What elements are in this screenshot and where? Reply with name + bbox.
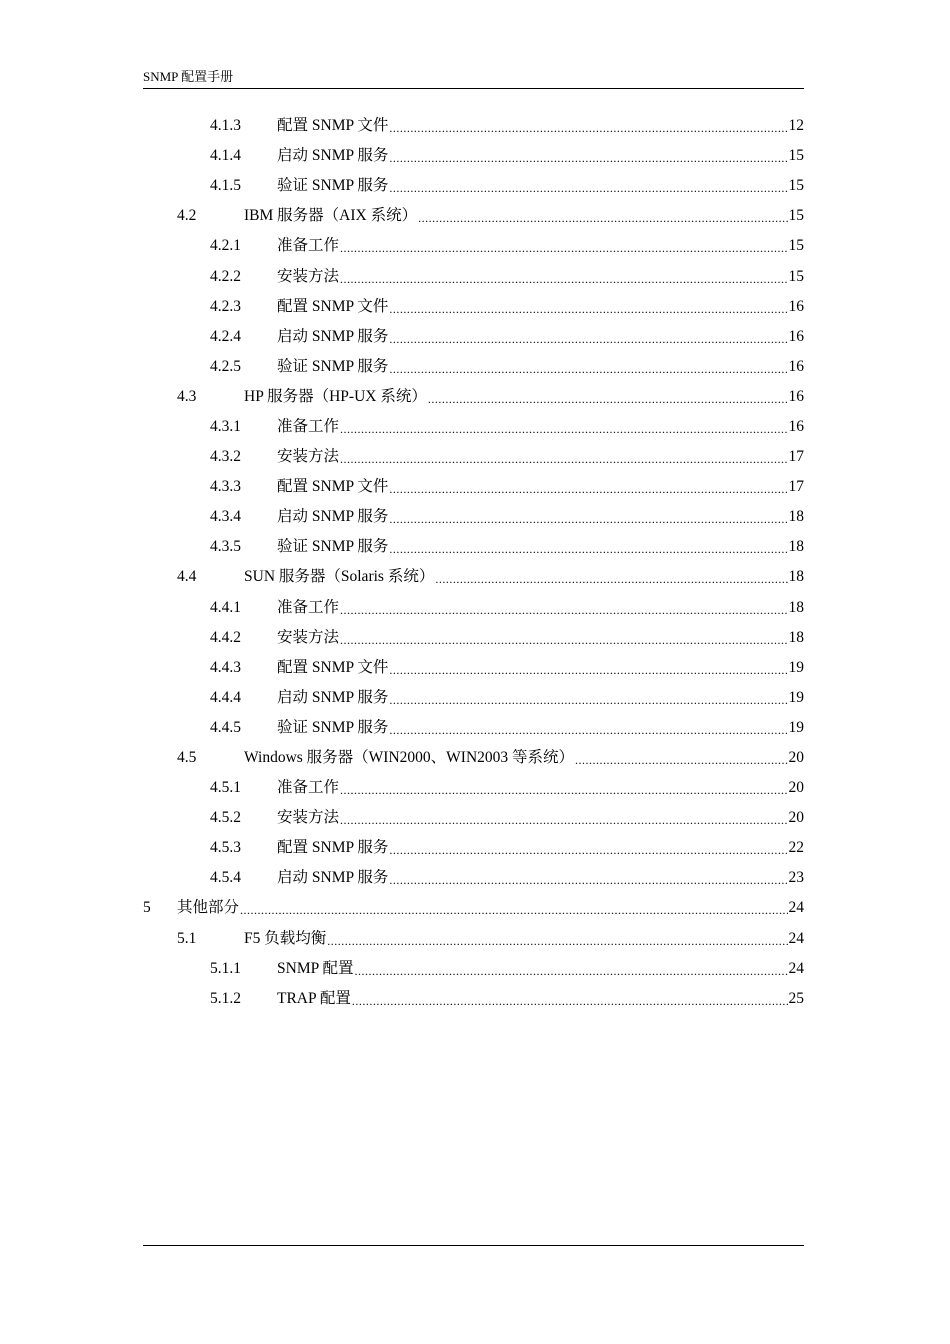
toc-entry-number: 4.5 xyxy=(177,749,197,767)
toc-dot-leader xyxy=(389,508,787,526)
toc-entry-page-number: 15 xyxy=(788,147,804,165)
toc-entry-page-number: 16 xyxy=(788,297,804,315)
toc-entry-number: 4.4.4 xyxy=(210,688,241,706)
toc-dot-leader xyxy=(435,568,787,586)
toc-entry[interactable] xyxy=(143,833,804,863)
toc-entry-page-number: 24 xyxy=(788,899,804,917)
toc-entry-number: 5.1 xyxy=(177,929,197,947)
toc-entry-title: 配置 SNMP 文件 xyxy=(277,478,389,496)
table-of-contents xyxy=(143,111,804,1014)
toc-entry[interactable] xyxy=(143,954,804,984)
toc-entry-number: 5 xyxy=(143,899,151,917)
toc-entry[interactable] xyxy=(143,472,804,502)
toc-entry[interactable] xyxy=(143,924,804,954)
toc-entry-title: 启动 SNMP 服务 xyxy=(277,147,389,165)
toc-entry-title: SUN 服务器（Solaris 系统） xyxy=(244,568,435,586)
toc-entry-page-number: 22 xyxy=(788,839,804,857)
toc-entry-title: 启动 SNMP 服务 xyxy=(277,869,389,887)
toc-entry-title: 准备工作 xyxy=(277,598,340,616)
toc-entry-page-number: 24 xyxy=(788,929,804,947)
toc-dot-leader xyxy=(389,328,787,346)
toc-entry-number: 4.5.3 xyxy=(210,839,241,857)
toc-entry-number: 4.5.1 xyxy=(210,779,241,797)
toc-entry-title: 安装方法 xyxy=(277,628,340,646)
toc-entry[interactable] xyxy=(143,231,804,261)
toc-entry-number: 4.4 xyxy=(177,568,197,586)
toc-entry[interactable] xyxy=(143,412,804,442)
toc-dot-leader xyxy=(389,117,787,135)
toc-entry-title: 准备工作 xyxy=(277,779,340,797)
toc-entry-number: 4.2.5 xyxy=(210,357,241,375)
toc-entry-number: 4.2 xyxy=(177,207,197,225)
toc-entry-number: 4.1.4 xyxy=(210,147,241,165)
toc-entry[interactable] xyxy=(143,261,804,291)
toc-entry-page-number: 18 xyxy=(788,538,804,556)
toc-dot-leader xyxy=(240,899,787,917)
toc-entry-title: Windows 服务器（WIN2000、WIN2003 等系统） xyxy=(244,749,575,767)
toc-entry[interactable] xyxy=(143,984,804,1014)
toc-entry-number: 5.1.1 xyxy=(210,959,241,977)
toc-dot-leader xyxy=(355,960,788,978)
toc-entry-title: 配置 SNMP 服务 xyxy=(277,839,389,857)
toc-entry[interactable] xyxy=(143,773,804,803)
toc-entry-title: 验证 SNMP 服务 xyxy=(277,718,389,736)
toc-dot-leader xyxy=(340,629,787,647)
toc-entry[interactable] xyxy=(143,893,804,923)
toc-dot-leader xyxy=(352,990,788,1008)
toc-dot-leader xyxy=(389,659,787,677)
toc-entry[interactable] xyxy=(143,713,804,743)
toc-entry-title: 验证 SNMP 服务 xyxy=(277,177,389,195)
toc-dot-leader xyxy=(389,538,787,556)
toc-entry[interactable] xyxy=(143,442,804,472)
toc-entry-title: 准备工作 xyxy=(277,417,340,435)
toc-dot-leader xyxy=(340,268,787,286)
toc-entry[interactable] xyxy=(143,593,804,623)
toc-entry-page-number: 19 xyxy=(788,718,804,736)
toc-entry-number: 4.4.1 xyxy=(210,598,241,616)
toc-entry[interactable] xyxy=(143,623,804,653)
toc-entry-number: 4.2.2 xyxy=(210,267,241,285)
toc-dot-leader xyxy=(389,177,787,195)
toc-entry-page-number: 15 xyxy=(788,177,804,195)
toc-entry-page-number: 18 xyxy=(788,628,804,646)
toc-dot-leader xyxy=(389,719,787,737)
toc-dot-leader xyxy=(389,869,787,887)
toc-entry-title: 安装方法 xyxy=(277,448,340,466)
toc-entry-number: 4.3 xyxy=(177,387,197,405)
toc-entry-number: 4.4.3 xyxy=(210,658,241,676)
toc-dot-leader xyxy=(575,749,787,767)
toc-entry-page-number: 25 xyxy=(788,989,804,1007)
toc-dot-leader xyxy=(418,207,787,225)
toc-entry-page-number: 15 xyxy=(788,267,804,285)
toc-entry[interactable] xyxy=(143,562,804,592)
toc-entry-title: F5 负载均衡 xyxy=(244,929,327,947)
toc-entry-number: 4.3.2 xyxy=(210,448,241,466)
toc-entry-title: 配置 SNMP 文件 xyxy=(277,658,389,676)
toc-entry[interactable] xyxy=(143,803,804,833)
toc-entry-number: 4.4.5 xyxy=(210,718,241,736)
toc-entry-page-number: 20 xyxy=(788,749,804,767)
toc-entry-number: 4.3.4 xyxy=(210,508,241,526)
toc-entry-number: 4.3.1 xyxy=(210,417,241,435)
toc-entry-page-number: 18 xyxy=(788,508,804,526)
toc-dot-leader xyxy=(389,147,787,165)
toc-entry-number: 4.2.4 xyxy=(210,327,241,345)
toc-entry-page-number: 15 xyxy=(788,237,804,255)
toc-entry-page-number: 16 xyxy=(788,327,804,345)
toc-entry-page-number: 17 xyxy=(788,448,804,466)
toc-dot-leader xyxy=(389,358,787,376)
toc-entry[interactable] xyxy=(143,683,804,713)
toc-entry-title: 配置 SNMP 文件 xyxy=(277,117,389,135)
toc-dot-leader xyxy=(340,237,787,255)
footer-divider xyxy=(143,1245,804,1246)
toc-entry[interactable] xyxy=(143,292,804,322)
toc-entry-page-number: 20 xyxy=(788,809,804,827)
toc-entry-number: 4.4.2 xyxy=(210,628,241,646)
toc-entry[interactable] xyxy=(143,743,804,773)
toc-dot-leader xyxy=(340,779,787,797)
toc-dot-leader xyxy=(389,839,787,857)
toc-entry-number: 4.3.3 xyxy=(210,478,241,496)
toc-entry-title: IBM 服务器（AIX 系统） xyxy=(244,207,418,225)
toc-entry-page-number: 19 xyxy=(788,658,804,676)
toc-entry-page-number: 16 xyxy=(788,357,804,375)
toc-entry[interactable] xyxy=(143,141,804,171)
toc-entry-page-number: 16 xyxy=(788,417,804,435)
toc-entry[interactable] xyxy=(143,111,804,141)
toc-entry-number: 4.1.5 xyxy=(210,177,241,195)
page-header xyxy=(143,68,804,89)
toc-entry-number: 4.1.3 xyxy=(210,117,241,135)
toc-entry-page-number: 15 xyxy=(788,207,804,225)
toc-entry-page-number: 20 xyxy=(788,779,804,797)
toc-dot-leader xyxy=(327,930,787,948)
toc-entry-title: TRAP 配置 xyxy=(277,989,351,1007)
toc-entry-number: 4.2.1 xyxy=(210,237,241,255)
toc-entry-number: 4.2.3 xyxy=(210,297,241,315)
toc-entry-title: 启动 SNMP 服务 xyxy=(277,688,389,706)
toc-entry[interactable] xyxy=(143,201,804,231)
toc-entry-title: 安装方法 xyxy=(277,267,340,285)
toc-entry-page-number: 17 xyxy=(788,478,804,496)
toc-entry[interactable] xyxy=(143,382,804,412)
toc-entry[interactable] xyxy=(143,171,804,201)
toc-entry[interactable] xyxy=(143,502,804,532)
toc-entry-page-number: 16 xyxy=(788,387,804,405)
toc-entry-title: SNMP 配置 xyxy=(277,959,354,977)
toc-entry-title: 安装方法 xyxy=(277,809,340,827)
toc-dot-leader xyxy=(340,448,787,466)
toc-entry-title: 验证 SNMP 服务 xyxy=(277,357,389,375)
toc-dot-leader xyxy=(389,478,787,496)
toc-entry-title: 准备工作 xyxy=(277,237,340,255)
toc-entry-number: 4.5.2 xyxy=(210,809,241,827)
toc-entry[interactable] xyxy=(143,863,804,893)
toc-entry[interactable] xyxy=(143,352,804,382)
toc-dot-leader xyxy=(340,418,787,436)
toc-dot-leader xyxy=(389,689,787,707)
toc-dot-leader xyxy=(389,298,787,316)
toc-entry-page-number: 18 xyxy=(788,598,804,616)
toc-entry-number: 4.3.5 xyxy=(210,538,241,556)
toc-entry-title: 验证 SNMP 服务 xyxy=(277,538,389,556)
toc-entry-title: 启动 SNMP 服务 xyxy=(277,327,389,345)
toc-entry[interactable] xyxy=(143,322,804,352)
toc-entry-number: 5.1.2 xyxy=(210,989,241,1007)
toc-entry[interactable] xyxy=(143,532,804,562)
toc-dot-leader xyxy=(340,809,787,827)
toc-entry-title: 其他部分 xyxy=(177,899,240,917)
toc-entry-title: 启动 SNMP 服务 xyxy=(277,508,389,526)
toc-dot-leader xyxy=(340,599,787,617)
document-title: SNMP 配置手册 xyxy=(143,69,234,84)
toc-entry-title: HP 服务器（HP-UX 系统） xyxy=(244,387,427,405)
toc-entry-page-number: 24 xyxy=(788,959,804,977)
toc-entry-title: 配置 SNMP 文件 xyxy=(277,297,389,315)
toc-entry[interactable] xyxy=(143,653,804,683)
toc-entry-page-number: 18 xyxy=(788,568,804,586)
toc-entry-number: 4.5.4 xyxy=(210,869,241,887)
toc-entry-page-number: 19 xyxy=(788,688,804,706)
toc-dot-leader xyxy=(428,388,788,406)
toc-entry-page-number: 12 xyxy=(788,117,804,135)
toc-entry-page-number: 23 xyxy=(788,869,804,887)
